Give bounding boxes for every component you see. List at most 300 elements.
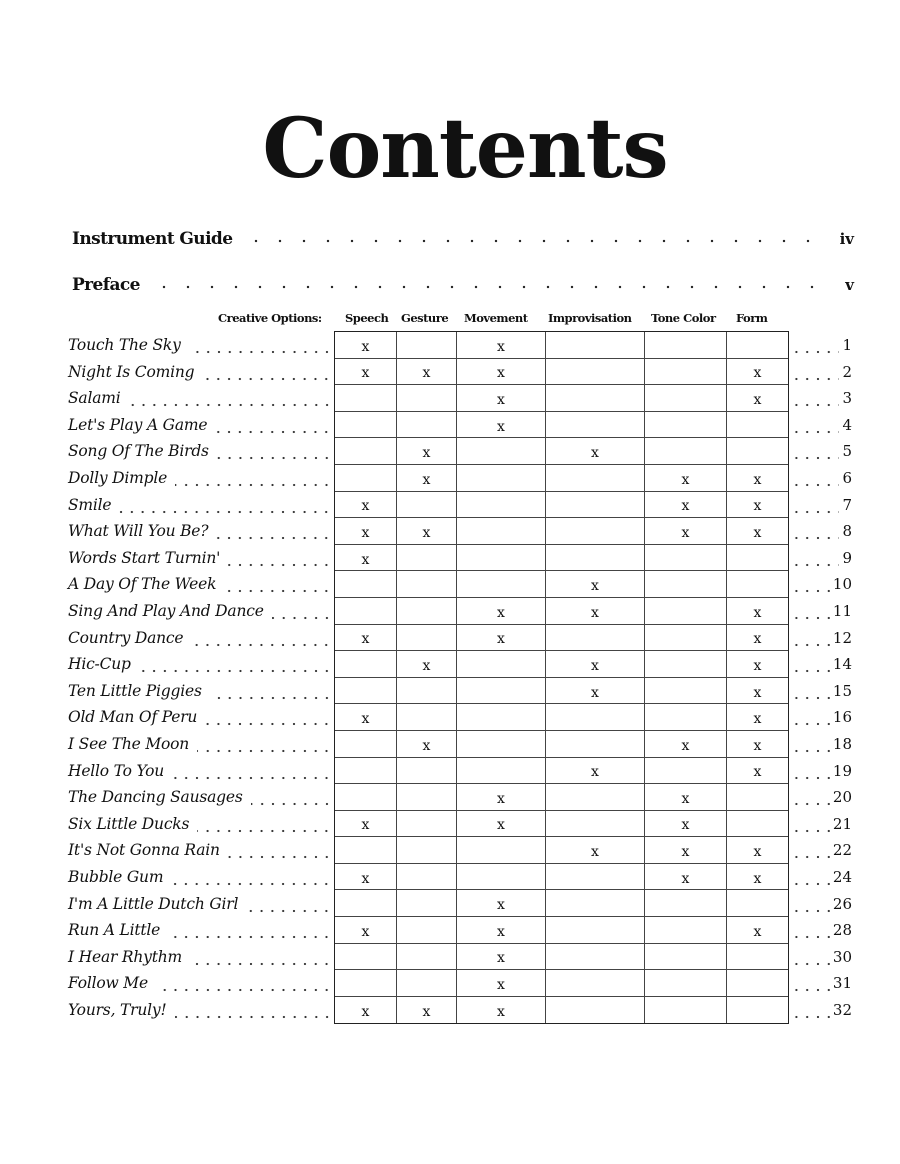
page-ref[interactable] <box>791 360 852 384</box>
page-ref[interactable] <box>791 572 852 596</box>
option-cell: x <box>546 837 645 863</box>
option-cell: x <box>753 923 762 940</box>
option-cell: x <box>335 359 397 385</box>
dot-leader <box>791 468 839 488</box>
option-cell <box>645 678 727 704</box>
grid-row <box>335 359 788 386</box>
option-cell <box>727 545 788 571</box>
option-cell: x <box>753 604 762 621</box>
grid-row <box>335 518 788 545</box>
song-title: Salami <box>68 389 121 408</box>
page-ref[interactable] <box>791 333 852 357</box>
option-cell: x <box>457 412 546 438</box>
option-cell: x <box>546 678 645 704</box>
option-cell <box>727 970 788 996</box>
option-cell <box>457 704 546 730</box>
option-cell <box>727 811 788 837</box>
option-cell <box>727 890 788 916</box>
song-title: The Dancing Sausages <box>68 788 243 807</box>
song-entry[interactable] <box>68 333 332 357</box>
option-cell <box>397 758 457 784</box>
dot-leader <box>791 681 830 701</box>
option-cell <box>645 571 727 597</box>
option-cell: x <box>753 498 762 515</box>
dot-leader <box>202 362 332 382</box>
option-cell: x <box>397 465 457 491</box>
page-ref[interactable] <box>791 599 852 623</box>
grid-row <box>335 625 788 652</box>
dot-leader <box>156 973 332 993</box>
option-cell <box>397 385 457 411</box>
song-entry[interactable] <box>68 998 332 1022</box>
option-cell <box>645 412 727 438</box>
dot-leader <box>228 548 332 568</box>
dot-leader <box>251 787 332 807</box>
song-entry[interactable] <box>68 360 332 384</box>
option-cell <box>546 704 645 730</box>
page-ref[interactable] <box>791 945 852 969</box>
option-cell <box>457 465 546 491</box>
option-cell: x <box>397 438 457 464</box>
option-cell <box>457 518 546 544</box>
page-ref[interactable] <box>791 386 852 410</box>
option-cell: x <box>457 332 546 358</box>
dot-leader <box>189 335 332 355</box>
option-cell: x <box>335 997 397 1024</box>
option-cell: x <box>335 625 397 651</box>
page-number: 20 <box>832 788 852 807</box>
page-number: 3 <box>842 389 852 408</box>
page-number: 1 <box>842 336 852 354</box>
option-cell <box>457 678 546 704</box>
page-ref[interactable] <box>791 519 852 543</box>
dot-leader <box>216 521 332 541</box>
option-cell <box>397 332 457 358</box>
option-cell <box>546 731 645 757</box>
dot-leader <box>175 1000 333 1020</box>
option-cell: x <box>457 944 546 970</box>
option-cell <box>546 890 645 916</box>
option-cell <box>457 837 546 863</box>
dot-leader <box>224 574 332 594</box>
grid-row <box>335 890 788 917</box>
option-cell <box>727 571 788 597</box>
dot-leader <box>190 947 332 967</box>
option-cell <box>645 970 727 996</box>
option-cell: x <box>645 864 727 890</box>
page-ref[interactable] <box>791 546 852 570</box>
option-cell <box>645 625 727 651</box>
grid-row <box>335 811 788 838</box>
option-cell <box>335 837 397 863</box>
dot-leader <box>791 388 839 408</box>
page-number: 2 <box>842 362 852 381</box>
option-cell: x <box>457 598 546 624</box>
option-cell <box>546 545 645 571</box>
option-cell <box>546 917 645 943</box>
option-cell <box>546 944 645 970</box>
option-cell: x <box>645 811 727 837</box>
dot-leader <box>171 867 332 887</box>
option-cell <box>645 917 727 943</box>
option-cell <box>645 758 727 784</box>
option-cell <box>397 917 457 943</box>
page-ref[interactable] <box>791 759 852 783</box>
song-entry[interactable] <box>68 732 332 756</box>
song-entry[interactable] <box>68 812 332 836</box>
song-entry[interactable] <box>68 439 332 463</box>
option-cell <box>457 438 546 464</box>
option-cell: x <box>753 870 762 887</box>
song-entry[interactable] <box>68 838 332 862</box>
option-cell: x <box>753 684 762 701</box>
option-cell <box>727 438 788 464</box>
option-cell: x <box>753 657 762 674</box>
song-entry[interactable] <box>68 572 332 596</box>
option-cell <box>397 811 457 837</box>
page-ref[interactable] <box>791 493 852 517</box>
grid-row <box>335 917 788 944</box>
option-cell <box>397 864 457 890</box>
dot-leader <box>791 521 839 541</box>
option-cell: x <box>753 711 762 728</box>
dot-leader <box>152 270 833 290</box>
grid-row <box>335 438 788 465</box>
option-cell <box>397 970 457 996</box>
page-number: 10 <box>832 575 852 594</box>
grid-row <box>335 412 788 439</box>
song-title: A Day Of The Week <box>68 575 217 594</box>
dot-leader <box>205 707 332 727</box>
option-cell <box>457 864 546 890</box>
option-cell <box>546 465 645 491</box>
page-number: 8 <box>842 522 852 541</box>
option-cell <box>335 412 397 438</box>
option-cell: x <box>457 625 546 651</box>
option-cell: x <box>753 391 762 408</box>
option-cell: x <box>753 764 762 781</box>
option-cell: x <box>645 731 727 757</box>
page-number: 14 <box>832 655 852 674</box>
song-title: Let's Play A Game <box>68 415 208 434</box>
song-title: I Hear Rhythm <box>68 947 183 966</box>
option-cell: x <box>645 837 727 863</box>
option-cell: x <box>457 890 546 916</box>
grid-row <box>335 332 788 359</box>
song-title: I See The Moon <box>68 735 190 753</box>
song-title: It's Not Gonna Rain <box>68 841 220 860</box>
song-title: Words Start Turnin' <box>68 548 221 567</box>
page-number: 4 <box>842 415 852 434</box>
dot-leader <box>791 654 830 674</box>
option-cell <box>645 890 727 916</box>
option-cell <box>645 598 727 624</box>
dot-leader <box>217 441 332 461</box>
option-cell <box>546 970 645 996</box>
option-cell <box>457 492 546 518</box>
option-cell <box>546 518 645 544</box>
song-title: Night Is Coming <box>68 362 195 381</box>
page-ref[interactable] <box>791 466 852 490</box>
dot-leader <box>119 495 332 515</box>
dot-leader <box>791 973 830 993</box>
option-cell: x <box>645 465 727 491</box>
song-entry[interactable] <box>68 865 332 889</box>
option-cell <box>546 784 645 810</box>
option-cell <box>397 598 457 624</box>
dot-leader <box>791 707 830 727</box>
option-cell <box>397 704 457 730</box>
dot-leader <box>791 1000 830 1020</box>
option-cell <box>335 598 397 624</box>
creative-options-label: Creative Options: <box>218 311 322 325</box>
option-cell <box>727 412 788 438</box>
page-title: Contents <box>262 101 668 197</box>
song-entry[interactable] <box>68 679 332 703</box>
song-entry[interactable] <box>68 759 332 783</box>
song-title: Touch The Sky <box>68 336 181 354</box>
song-entry[interactable] <box>68 466 332 490</box>
option-cell: x <box>546 598 645 624</box>
dot-leader <box>791 947 830 967</box>
dot-leader <box>791 920 830 940</box>
page-number: 24 <box>832 868 852 886</box>
page-ref[interactable] <box>791 812 852 836</box>
grid-row <box>335 598 788 625</box>
song-title: Six Little Ducks <box>68 814 190 833</box>
option-cell: x <box>335 545 397 571</box>
song-entry[interactable] <box>68 971 332 995</box>
option-cell <box>457 758 546 784</box>
page-ref[interactable] <box>791 892 852 916</box>
grid-row <box>335 678 788 705</box>
column-header: Movement <box>464 311 528 325</box>
dot-leader <box>139 654 332 674</box>
option-cell: x <box>457 385 546 411</box>
dot-leader <box>172 761 332 781</box>
song-entry[interactable] <box>68 918 332 942</box>
page-ref[interactable] <box>791 865 852 889</box>
option-cell <box>397 890 457 916</box>
dot-leader <box>210 681 332 701</box>
option-cell <box>335 890 397 916</box>
option-cell: x <box>397 651 457 677</box>
option-cell: x <box>335 704 397 730</box>
option-cell <box>335 465 397 491</box>
option-cell: x <box>753 737 762 754</box>
option-cell <box>546 625 645 651</box>
grid-row <box>335 385 788 412</box>
option-cell <box>727 332 788 358</box>
option-cell: x <box>457 997 546 1024</box>
option-cell <box>335 385 397 411</box>
option-cell <box>727 997 788 1024</box>
option-cell <box>457 651 546 677</box>
option-cell: x <box>335 917 397 943</box>
page-number: 11 <box>832 602 852 620</box>
front-matter-entry[interactable] <box>72 224 854 248</box>
option-cell <box>645 332 727 358</box>
song-title: Ten Little Piggies <box>68 681 202 700</box>
dot-leader <box>191 628 332 648</box>
option-cell <box>645 651 727 677</box>
option-cell: x <box>397 731 457 757</box>
dot-leader <box>791 441 839 461</box>
grid-row <box>335 465 788 492</box>
song-title: Country Dance <box>68 628 184 647</box>
option-cell <box>727 944 788 970</box>
song-entry[interactable] <box>68 519 332 543</box>
option-cell <box>645 704 727 730</box>
option-cell <box>546 359 645 385</box>
option-cell: x <box>645 518 727 544</box>
song-title: Song Of The Birds <box>68 442 209 461</box>
page-ref[interactable] <box>791 652 852 676</box>
song-title: Follow Me <box>68 974 148 993</box>
option-cell <box>457 731 546 757</box>
grid-row <box>335 704 788 731</box>
grid-row <box>335 651 788 678</box>
option-cell <box>335 438 397 464</box>
page-number: 5 <box>842 442 852 461</box>
page-ref[interactable] <box>791 626 852 650</box>
option-cell: x <box>753 524 762 541</box>
option-cell <box>546 864 645 890</box>
option-cell <box>645 385 727 411</box>
option-cell: x <box>335 332 397 358</box>
dot-leader <box>791 628 830 648</box>
grid-row <box>335 571 788 598</box>
option-cell: x <box>753 844 762 861</box>
option-cell <box>397 571 457 597</box>
option-cell: x <box>546 651 645 677</box>
dot-leader <box>791 761 830 781</box>
song-entry[interactable] <box>68 705 332 729</box>
grid-row <box>335 837 788 864</box>
option-cell <box>335 970 397 996</box>
option-cell <box>335 731 397 757</box>
option-cell <box>335 678 397 704</box>
option-cell: x <box>457 784 546 810</box>
page-number: 28 <box>832 921 852 940</box>
page-number: 15 <box>832 681 852 700</box>
page-ref[interactable] <box>791 785 852 809</box>
dot-leader <box>791 495 839 515</box>
page-number: 6 <box>842 469 852 487</box>
page-number: 26 <box>832 894 852 913</box>
option-cell <box>397 545 457 571</box>
dot-leader <box>791 574 830 594</box>
page-ref[interactable] <box>791 918 852 942</box>
front-matter-entry[interactable] <box>72 270 854 294</box>
song-title: What Will You Be? <box>68 522 209 541</box>
page-ref[interactable] <box>791 732 852 756</box>
grid-row <box>335 864 788 891</box>
song-title: Hello To You <box>68 761 165 780</box>
option-cell <box>397 784 457 810</box>
option-cell: x <box>546 438 645 464</box>
option-cell <box>397 412 457 438</box>
dot-leader <box>129 388 332 408</box>
dot-leader <box>791 415 839 435</box>
song-entry[interactable] <box>68 386 332 410</box>
page-ref[interactable] <box>791 838 852 862</box>
page-number: 32 <box>832 1001 852 1019</box>
page-ref[interactable] <box>791 705 852 729</box>
song-title: Yours, Truly! <box>68 1001 167 1019</box>
grid-row <box>335 731 788 758</box>
option-cell <box>397 944 457 970</box>
option-cell <box>645 997 727 1024</box>
song-entry[interactable] <box>68 626 332 650</box>
song-entry[interactable] <box>68 892 332 916</box>
option-cell <box>397 837 457 863</box>
page-number: 7 <box>842 495 852 514</box>
option-cell: x <box>335 492 397 518</box>
song-title: Old Man Of Peru <box>68 708 198 727</box>
song-entry[interactable] <box>68 599 332 623</box>
grid-row <box>335 758 788 785</box>
dot-leader <box>791 894 830 914</box>
option-cell <box>645 944 727 970</box>
option-cell: x <box>397 997 457 1024</box>
option-cell: x <box>753 471 762 488</box>
option-cell <box>335 758 397 784</box>
grid-row <box>335 545 788 572</box>
front-matter-page: v <box>845 276 854 294</box>
page-number: 31 <box>832 974 852 993</box>
song-title: Bubble Gum <box>68 868 164 886</box>
option-cell: x <box>753 631 762 648</box>
option-cell: x <box>397 518 457 544</box>
option-cell <box>335 571 397 597</box>
option-cell: x <box>457 917 546 943</box>
option-cell: x <box>335 811 397 837</box>
dot-leader <box>791 787 830 807</box>
option-cell: x <box>753 365 762 382</box>
option-cell: x <box>546 571 645 597</box>
option-cell <box>335 784 397 810</box>
option-cell <box>546 412 645 438</box>
column-header: Form <box>736 311 768 325</box>
page-ref[interactable] <box>791 971 852 995</box>
option-cell <box>335 651 397 677</box>
dot-leader <box>791 335 839 355</box>
dot-leader <box>791 840 830 860</box>
page-ref[interactable] <box>791 679 852 703</box>
song-entry[interactable] <box>68 945 332 969</box>
option-cell: x <box>457 811 546 837</box>
option-cell: x <box>397 359 457 385</box>
song-entry[interactable] <box>68 652 332 676</box>
song-entry[interactable] <box>68 493 332 517</box>
option-cell <box>546 811 645 837</box>
song-title: Sing And Play And Dance <box>68 602 264 620</box>
page-ref[interactable] <box>791 413 852 437</box>
option-cell <box>335 944 397 970</box>
song-entry[interactable] <box>68 546 332 570</box>
song-entry[interactable] <box>68 785 332 809</box>
page-ref[interactable] <box>791 439 852 463</box>
option-cell <box>546 997 645 1024</box>
page-ref[interactable] <box>791 998 852 1022</box>
column-header: Gesture <box>401 311 449 325</box>
option-cell <box>457 571 546 597</box>
page-number: 30 <box>832 947 852 966</box>
song-entry[interactable] <box>68 413 332 437</box>
options-grid <box>334 331 789 1024</box>
option-cell <box>645 545 727 571</box>
